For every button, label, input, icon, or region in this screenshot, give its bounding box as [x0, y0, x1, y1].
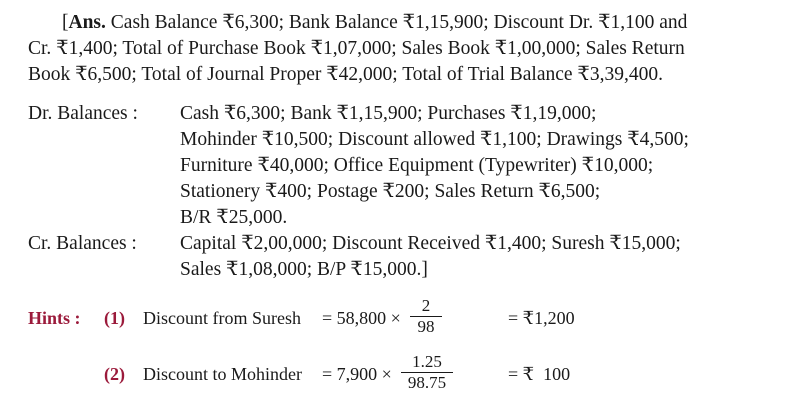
hint-1-expression: = 58,800 ×: [322, 308, 401, 328]
cr-balance-line: Capital ₹2,00,000; Discount Received ₹1,400; Suresh ₹15,000;: [180, 233, 681, 254]
answer-line-2: Cr. ₹1,400; Total of Purchase Book ₹1,07,000; Sales Book ₹1,00,000; Sales Return: [28, 38, 685, 59]
hints-label-row: [28, 307, 81, 329]
hint-2-denominator: 98.75: [407, 373, 447, 392]
answer-line-1-text: Cash Balance ₹6,300; Bank Balance ₹1,15,900; Discount Dr. ₹1,100 and: [110, 12, 688, 33]
answer-label: Ans.: [68, 12, 106, 33]
hint-1-denominator: 98: [417, 317, 435, 336]
dr-balance-line: B/R ₹25,000.: [180, 207, 288, 228]
hint-2-fraction: [401, 352, 453, 393]
hint-2-result: = ₹ 100: [508, 364, 571, 384]
hint-1: [104, 307, 125, 329]
dr-balance-line: Stationery ₹400; Postage ₹200; Sales Return ₹6,500;: [180, 181, 601, 202]
hint-2-number: (2): [104, 364, 125, 384]
cr-balance-line: Sales ₹1,08,000; B/P ₹15,000.]: [180, 259, 428, 280]
dr-balances-list: [180, 101, 689, 231]
answer-line-3: Book ₹6,500; Total of Journal Proper ₹42,000; Total of Trial Balance ₹3,39,400.: [28, 64, 663, 85]
hint-1-result: = ₹1,200: [508, 308, 575, 328]
dr-balances-label: Dr. Balances :: [28, 103, 138, 124]
dr-balance-line: Cash ₹6,300; Bank ₹1,15,900; Purchases ₹1,19,000;: [180, 103, 597, 124]
hint-1-numerator: 2: [410, 296, 442, 317]
cr-balances-list: [180, 231, 681, 283]
hint-2-numerator: 1.25: [401, 352, 453, 373]
hint-1-number: (1): [104, 308, 125, 328]
hint-2-text: Discount to Mohinder: [143, 364, 302, 384]
hint-2: [104, 363, 125, 385]
hints-label: Hints :: [28, 308, 81, 328]
hint-1-fraction: [410, 296, 442, 337]
cr-balances-label: Cr. Balances :: [28, 233, 137, 254]
dr-balance-line: Mohinder ₹10,500; Discount allowed ₹1,100; Drawings ₹4,500;: [180, 129, 689, 150]
hint-1-text: Discount from Suresh: [143, 308, 301, 328]
dr-balance-line: Furniture ₹40,000; Office Equipment (Typewriter) ₹10,000;: [180, 155, 654, 176]
answer-block: [28, 10, 776, 88]
hint-2-expression: = 7,900 ×: [322, 364, 392, 384]
answer-line-1: [Ans. Cash Balance ₹6,300; Bank Balance ₹1,15,900; Discount Dr. ₹1,100 and: [62, 12, 688, 33]
